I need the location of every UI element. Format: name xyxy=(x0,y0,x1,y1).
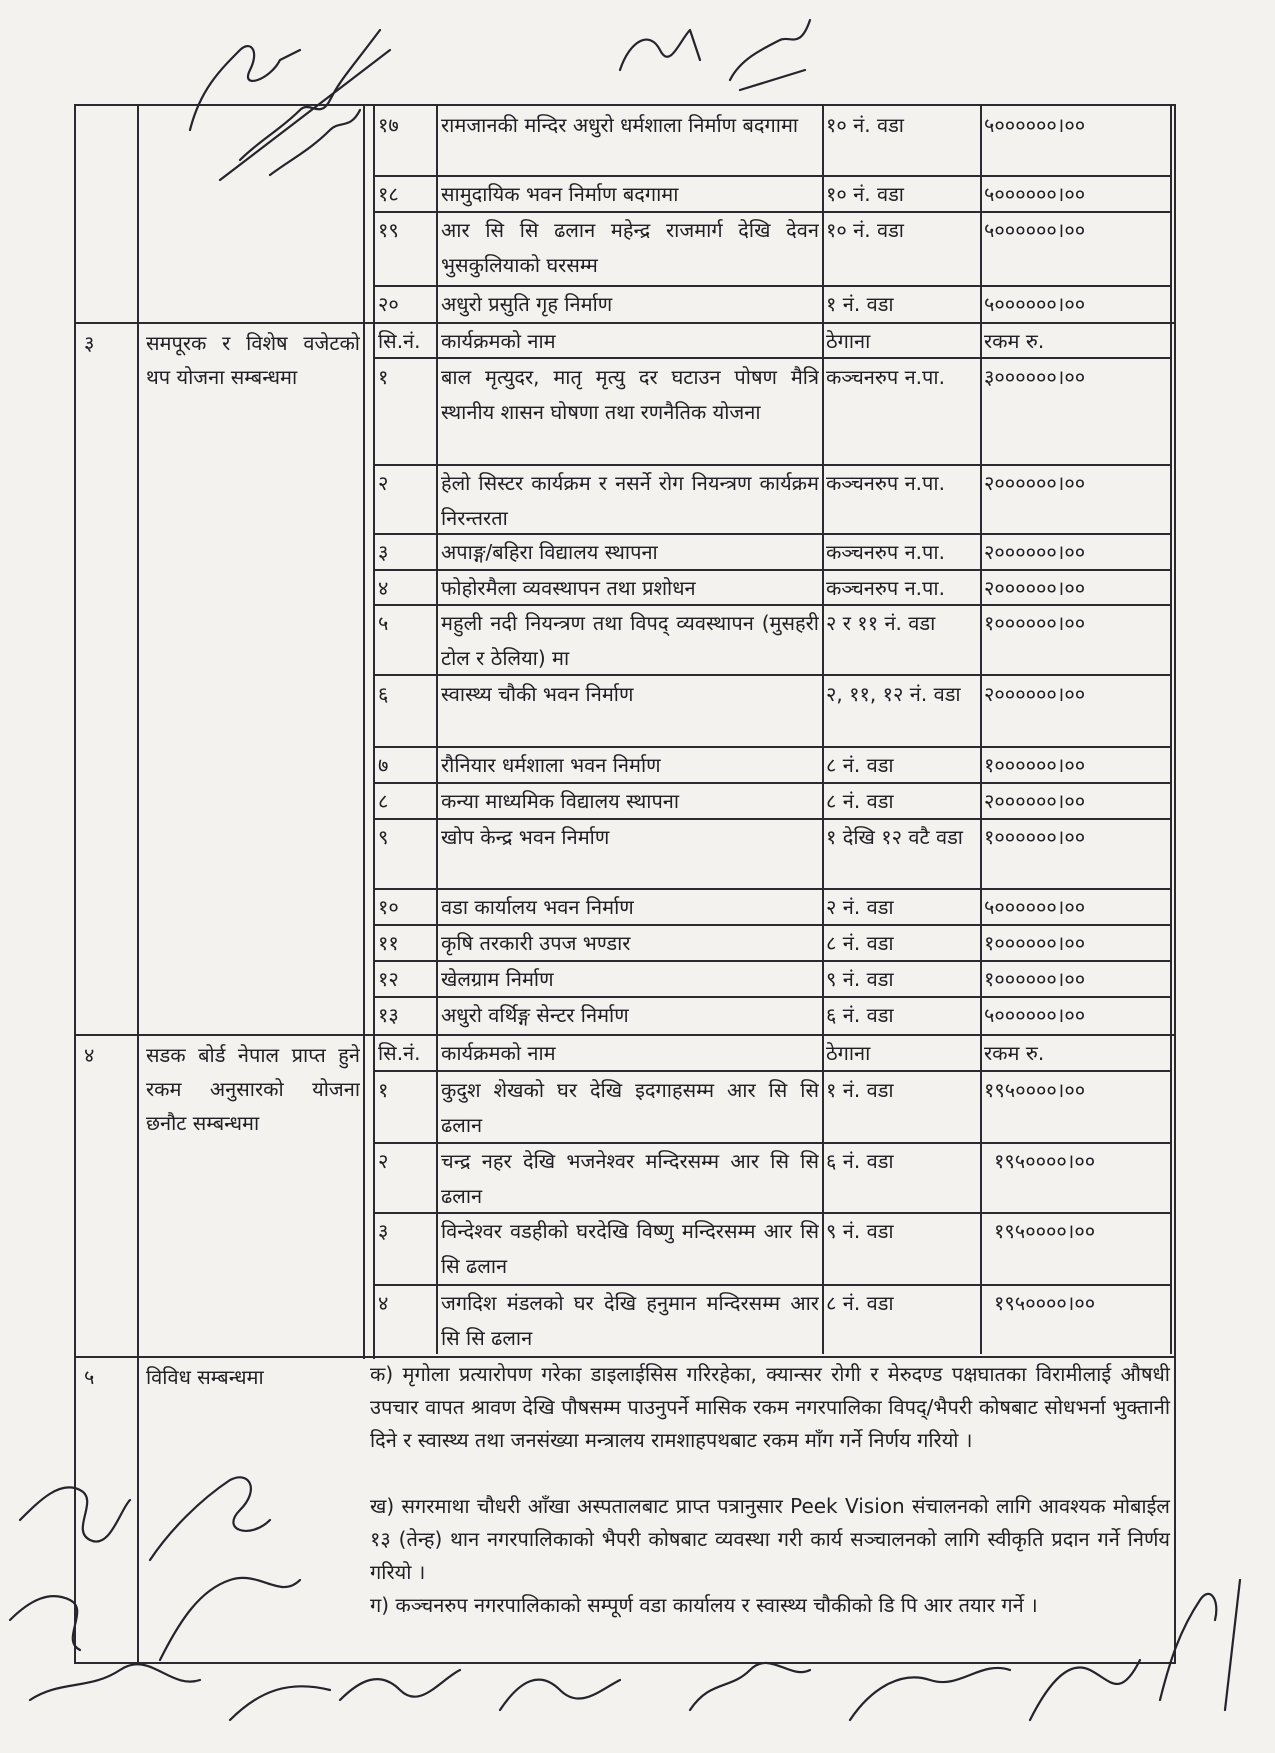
s3-amount: ५००००००।०० xyxy=(984,895,1086,919)
section5-number: ५ xyxy=(84,1365,95,1389)
cont-place-18: १० नं. वडा xyxy=(826,182,904,206)
col-divider-2b xyxy=(373,104,375,1359)
cont-place-20: १ नं. वडा xyxy=(826,292,894,316)
s4-sn: २ xyxy=(378,1149,389,1173)
s3-sn: ११ xyxy=(378,931,399,955)
s3-place: कञ्चनरुप न.पा. xyxy=(826,576,945,600)
s3-amount: २००००००।०० xyxy=(984,540,1086,564)
s3-sn: १ xyxy=(378,365,389,389)
s3-amount: २००००००।०० xyxy=(984,682,1086,706)
s3-name: महुली नदी नियन्त्रण तथा विपद् व्यवस्थापन (मुसहरी टोल र ठेलिया) मा xyxy=(441,611,819,670)
s3-sn: ५ xyxy=(378,611,389,635)
signature-bottom-right xyxy=(1140,1560,1260,1720)
s3-place: ८ नं. वडा xyxy=(826,753,894,777)
s3-sn: ६ xyxy=(378,682,389,706)
section4-title: सडक बोर्ड नेपाल प्राप्त हुने रकम अनुसारको योजना छनौट सम्बन्धमा xyxy=(146,1043,360,1135)
s3-sn: १२ xyxy=(378,967,399,991)
s3-name: वडा कार्यालय भवन निर्माण xyxy=(441,895,634,919)
section3-title: समपूरक र विशेष वजेटको थप योजना सम्बन्धमा xyxy=(146,331,360,389)
s3-name: अधुरो वर्थिङ्ग सेन्टर निर्माण xyxy=(441,1003,629,1027)
s3-place: ८ नं. वडा xyxy=(826,789,894,813)
section3-header-name: कार्यक्रमको नाम xyxy=(441,329,556,353)
section3-header-sn: सि.नं. xyxy=(378,329,421,353)
s3-amount: ५००००००।०० xyxy=(984,1003,1086,1027)
s3-amount: २००००००।०० xyxy=(984,789,1086,813)
s3-sn: ८ xyxy=(378,789,389,813)
s3-place: ९ नं. वडा xyxy=(826,967,894,991)
s4-place: ९ नं. वडा xyxy=(826,1219,894,1243)
decision-kha: ख) सगरमाथा चौधरी आँखा अस्पतालबाट प्राप्त पत्रानुसार Peek Vision संचालनको लागि आवश्यक मोबाईल १३ (तेन्ह) थान नगरपालिकाको भैपरी कोषबाट व्यवस्था गरी कार्य सञ्चालनको लागि स्वीकृति प्रदान गर्ने निर्णय गरियो । xyxy=(370,1494,1170,1584)
s3-place: कञ्चनरुप न.पा. xyxy=(826,540,945,564)
s3-place: कञ्चनरुप न.पा. xyxy=(826,471,945,495)
s4-sn: १ xyxy=(378,1078,389,1102)
col-divider-4 xyxy=(822,104,824,1354)
s4-name: जगदिश मंडलको घर देखि हनुमान मन्दिरसम्म आर सि सि ढलान xyxy=(441,1291,819,1350)
s3-amount: १००००००।०० xyxy=(984,967,1086,991)
cont-amount-17: ५००००००।०० xyxy=(984,113,1086,137)
col-divider-6 xyxy=(1170,104,1172,1354)
cont-sn-20: २० xyxy=(378,292,399,316)
s3-place: २ नं. वडा xyxy=(826,895,894,919)
s3-sn: ९ xyxy=(378,825,389,849)
s3-name: बाल मृत्युदर, मातृ मृत्यु दर घटाउन पोषण मैत्रि स्थानीय शासन घोषणा तथा रणनैतिक योजना xyxy=(441,365,819,424)
s4-name: कुदुश शेखको घर देखि इदगाहसम्म आर सि सि ढलान xyxy=(441,1078,819,1137)
cont-amount-18: ५००००००।०० xyxy=(984,182,1086,206)
section3-number: ३ xyxy=(84,331,95,355)
cont-sn-19: १९ xyxy=(378,218,399,242)
s4-amount: १९५००००।०० xyxy=(984,1078,1086,1102)
col-divider-5 xyxy=(980,104,982,1354)
col-divider-2 xyxy=(363,104,365,1359)
section4-header-name: कार्यक्रमको नाम xyxy=(441,1041,556,1065)
s3-sn: १३ xyxy=(378,1003,399,1027)
cont-amount-20: ५००००००।०० xyxy=(984,292,1086,316)
s4-place: ८ नं. वडा xyxy=(826,1291,894,1315)
s4-place: ६ नं. वडा xyxy=(826,1149,894,1173)
s3-sn: ४ xyxy=(378,576,389,600)
s3-name: कन्या माध्यमिक विद्यालय स्थापना xyxy=(441,789,680,813)
cont-sn-18: १८ xyxy=(378,182,399,206)
s4-name: विन्देश्वर वडहीको घरदेखि विष्णु मन्दिरसम्म आर सि सि ढलान xyxy=(441,1219,819,1278)
s3-place: १ देखि १२ वटै वडा xyxy=(826,825,963,849)
section5-title: विविध सम्बन्धमा xyxy=(146,1365,264,1389)
signature-top-center xyxy=(610,10,820,100)
s4-amount: १९५००००।०० xyxy=(994,1149,1096,1173)
cont-place-17: १० नं. वडा xyxy=(826,113,904,137)
s4-amount: १९५००००।०० xyxy=(994,1219,1096,1243)
s3-amount: १००००००।०० xyxy=(984,753,1086,777)
cont-amount-19: ५००००००।०० xyxy=(984,218,1086,242)
section4-header-amount: रकम रु. xyxy=(984,1041,1045,1065)
s4-name: चन्द्र नहर देखि भजनेश्वर मन्दिरसम्म आर सि सि ढलान xyxy=(441,1149,819,1208)
s4-sn: ४ xyxy=(378,1291,389,1315)
s3-place: २ र ११ नं. वडा xyxy=(826,611,936,635)
decision-ga: ग) कञ्चनरुप नगरपालिकाको सम्पूर्ण वडा कार्यालय र स्वास्थ्य चौकीको डि पि आर तयार गर्ने । xyxy=(370,1593,1038,1617)
s3-sn: ३ xyxy=(378,540,389,564)
section4-header-place: ठेगाना xyxy=(826,1041,871,1065)
s3-name: रौनियार धर्मशाला भवन निर्माण xyxy=(441,753,661,777)
s3-amount: १००००००।०० xyxy=(984,611,1086,635)
section4-header-sn: सि.नं. xyxy=(378,1041,421,1065)
decision-ka: क) मृगोला प्रत्यारोपण गरेका डाइलाईसिस गरिरहेका, क्यान्सर रोगी र मेरुदण्ड पक्षघातका विरामीलाई औषधी उपचार वापत श्रावण देखि पौषसम्म पाउनुपर्ने मासिक रकम नगरपालिका विपद्/भैपरी कोषबाट सोधभर्ना भुक्तानी दिने र स्वास्थ्य तथा जनसंख्या मन्त्रालय रामशाहपथबाट रकम माँग गर्ने निर्णय गरियो । xyxy=(370,1362,1170,1452)
section3-header-amount: रकम रु. xyxy=(984,329,1045,353)
s3-amount: २००००००।०० xyxy=(984,471,1086,495)
s3-place: २, ११, १२ नं. वडा xyxy=(826,682,961,706)
s3-name: कृषि तरकारी उपज भण्डार xyxy=(441,931,631,955)
s3-amount: १००००००।०० xyxy=(984,931,1086,955)
s3-amount: १००००००।०० xyxy=(984,825,1086,849)
s3-place: कञ्चनरुप न.पा. xyxy=(826,365,945,389)
s3-sn: २ xyxy=(378,471,389,495)
s3-amount: ३००००००।०० xyxy=(984,365,1086,389)
col-divider-1 xyxy=(137,104,139,1664)
cont-sn-17: १७ xyxy=(378,113,399,137)
s3-name: हेलो सिस्टर कार्यक्रम र नसर्ने रोग नियन्त्रण कार्यक्रम निरन्तरता xyxy=(441,471,819,530)
s3-place: ६ नं. वडा xyxy=(826,1003,894,1027)
cont-name-20: अधुरो प्रसुति गृह निर्माण xyxy=(441,292,613,316)
cont-name-18: सामुदायिक भवन निर्माण बदगामा xyxy=(441,182,679,206)
s3-name: खेलग्राम निर्माण xyxy=(441,967,554,991)
section4-number: ४ xyxy=(84,1043,95,1067)
s3-name: फोहोरमैला व्यवस्थापन तथा प्रशोधन xyxy=(441,576,696,600)
s3-sn: १० xyxy=(378,895,399,919)
signature-bottom-row xyxy=(330,1640,1150,1740)
cont-name-17: रामजानकी मन्दिर अधुरो धर्मशाला निर्माण बदगामा xyxy=(441,113,799,137)
s4-sn: ३ xyxy=(378,1219,389,1243)
s4-place: १ नं. वडा xyxy=(826,1078,894,1102)
cont-place-19: १० नं. वडा xyxy=(826,218,904,242)
s3-sn: ७ xyxy=(378,753,389,777)
s3-place: ८ नं. वडा xyxy=(826,931,894,955)
signature-top-left xyxy=(180,10,400,200)
s3-name: खोप केन्द्र भवन निर्माण xyxy=(441,825,610,849)
s3-name: अपाङ्ग/बहिरा विद्यालय स्थापना xyxy=(441,540,658,564)
col-divider-3 xyxy=(436,104,438,1354)
cont-name-19: आर सि सि ढलान महेन्द्र राजमार्ग देखि देवन भुसकुलियाको घरसम्म xyxy=(441,218,819,277)
section3-header-place: ठेगाना xyxy=(826,329,871,353)
s3-amount: २००००००।०० xyxy=(984,576,1086,600)
signature-bottom-left xyxy=(0,1440,360,1740)
s4-amount: १९५००००।०० xyxy=(994,1291,1096,1315)
s3-name: स्वास्थ्य चौकी भवन निर्माण xyxy=(441,682,634,706)
